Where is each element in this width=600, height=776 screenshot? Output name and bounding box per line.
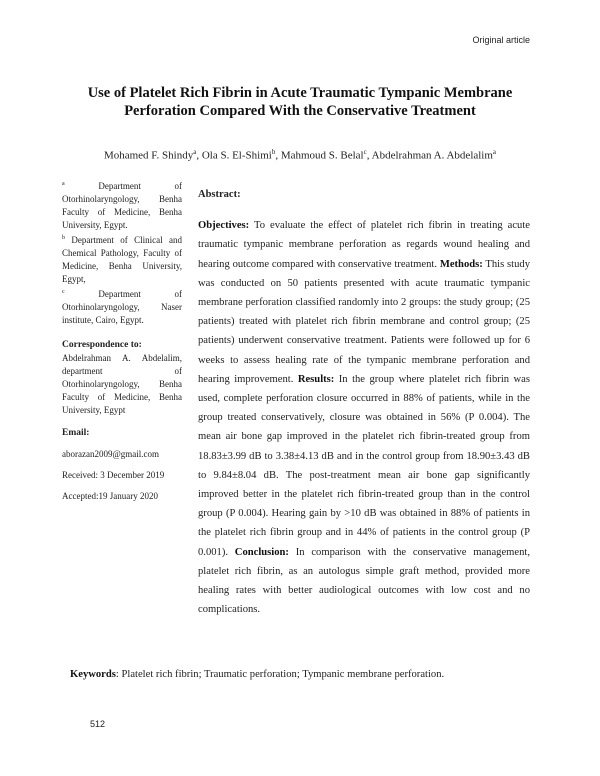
author-name: Mahmoud S. Belal: [280, 149, 364, 162]
author-affiliation-mark: a: [193, 148, 197, 156]
conclusion-text: In comparison with the conservative management, platelet rich fibrin, as an autologus simple graft method, provided more healing rates with better audiological outcomes with low cost and no complications.: [198, 546, 530, 616]
author-name: Ola S. El-Shimi: [201, 149, 272, 162]
article-type-label: Original article: [472, 35, 530, 45]
affiliation-text: Department of Clinical and Chemical Pathology, Faculty of Medicine, Benha University, Egypt,: [62, 235, 183, 284]
abstract-heading: Abstract:: [198, 189, 241, 200]
results-label: Results:: [297, 373, 335, 385]
objectives-label: Objectives:: [198, 220, 250, 232]
author-affiliation-mark: a: [492, 148, 497, 156]
received-date: Received: 3 December 2019: [62, 470, 165, 480]
keywords-line: [70, 669, 540, 680]
conclusion-label: Conclusion:: [234, 546, 289, 558]
author-name: Mohamed F. Shindy: [103, 149, 194, 162]
keywords-label: Keywords: [70, 669, 116, 680]
correspondence-label: Correspondence to:: [62, 340, 142, 350]
affiliation: [62, 286, 182, 327]
accepted-date: Accepted:19 January 2020: [62, 491, 158, 501]
author-separator: ,: [196, 149, 202, 162]
author-list: [60, 148, 540, 162]
sidebar-info: [62, 178, 182, 503]
author-separator: ,: [275, 149, 281, 162]
affiliation-mark: a: [62, 181, 65, 187]
affiliation-text: Department of Otorhinolaryngology, Benha Faculty of Medicine, Benha University, Egypt.: [62, 181, 182, 230]
results-text: In the group where platelet rich fibrin was used, complete perforation closure occurred in 88% of patients, while in the group treated conservatively, closure was obtained in 56% (P 0.004). The mean air bone gap improved in the platelet rich fibrin-treated group from 18.83±3.99 dB to 3.38±4.13 dB and in the control group from 18.90±3.43 dB to 9.84±8.04 dB. The post-treatment mean air bone gap significantly improved better in the platelet rich fibrin-treated group than in the control group (P 0.004). Hearing gain by >10 dB was obtained in 88% of patients in the platelet rich fibrin group and in 44% of patients in the control group (P 0.001).: [198, 373, 530, 558]
author-name: Abdelrahman A. Abdelalim: [371, 149, 493, 162]
affiliation-mark: c: [62, 289, 65, 295]
affiliation-text: Department of Otorhinolaryngology, Naser institute, Cairo, Egypt.: [62, 289, 182, 325]
affiliation-mark: b: [62, 235, 65, 241]
methods-label: Methods:: [439, 258, 483, 270]
email-address: aborazan2009@gmail.com: [62, 449, 160, 459]
paper-title: Use of Platelet Rich Fibrin in Acute Traumatic Tympanic Membrane Perforation Compared With the Conservative Treatment: [87, 85, 513, 119]
keywords-text: : Platelet rich fibrin; Traumatic perforation; Tympanic membrane perforation.: [115, 669, 445, 680]
correspondence-text: Abdelrahman A. Abdelalim, department of Otorhinolaryngology, Benha Faculty of Medicine, Benha University, Egypt: [62, 353, 182, 415]
page-number: 512: [90, 719, 106, 729]
affiliation: [62, 178, 182, 232]
email-label: Email:: [62, 428, 90, 438]
author-separator: ,: [366, 149, 372, 162]
abstract-body: [198, 216, 530, 619]
methods-text: This study was conducted on 50 patients presented with acute traumatic tympanic membrane perforation classified randomly into 2 groups: the study group; (25 patients) treated with platelet rich fibrin membrane and control group; (25 patients) underwent conservative treatment. Patients were followed up for 6 weeks to assess healing rate of the tympanic membrane perforation and hearing improvement.: [198, 258, 530, 385]
abstract-section: [198, 185, 530, 619]
author-affiliation-mark: b: [271, 148, 276, 156]
author-affiliation-mark: c: [363, 148, 367, 156]
objectives-text: To evaluate the effect of platelet rich fibrin in treating acute traumatic tympanic membrane perforation as regards wound healing and hearing outcome compared with conservative treatment.: [198, 220, 530, 270]
affiliation: [62, 232, 182, 286]
